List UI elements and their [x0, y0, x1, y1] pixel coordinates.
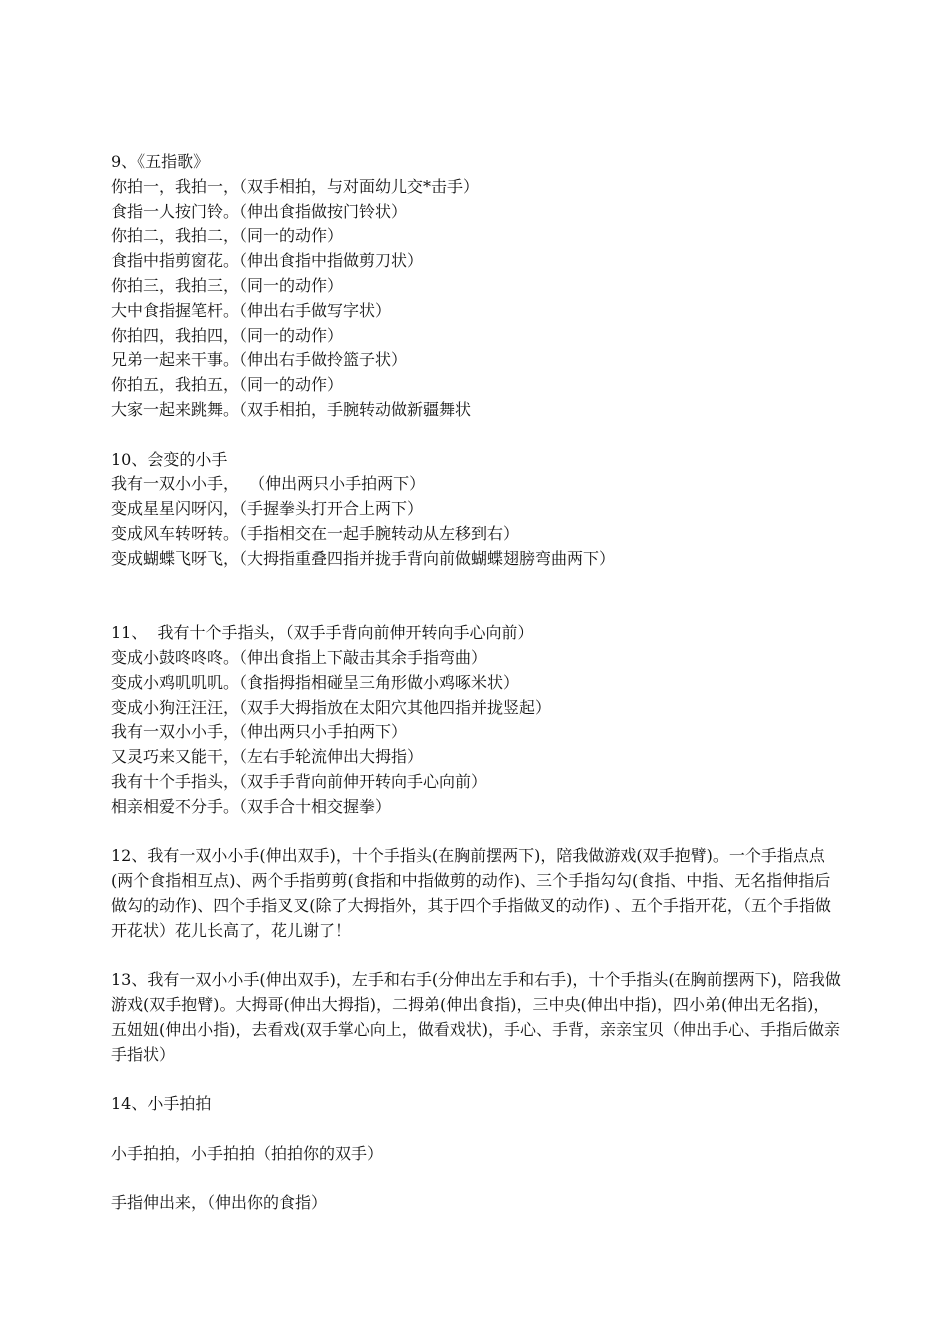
song-9-line: 大家一起来跳舞。（双手相拍，手腕转动做新疆舞状 [111, 399, 472, 419]
spacer [111, 423, 841, 448]
song-10-line: 变成星星闪呀闪，（手握拳头打开合上两下） [111, 499, 424, 519]
spacer [111, 1167, 841, 1192]
spacer [111, 944, 841, 969]
song-9-line: 大中食指握笔杆。（伸出右手做写字状） [111, 300, 392, 320]
song-11-line: 变成小鸡叽叽叽。（食指拇指相碰呈三角形做小鸡啄米状） [111, 672, 520, 692]
song-9-line: 你拍五，我拍五，（同一的动作） [111, 375, 344, 395]
song-13-paragraph: 13、我有一双小小手(伸出双手)，左手和右手(分伸出左手和右手)，十个手指头(在胸前摆两下)，陪我做游戏(双手抱臂)。大拇哥(伸出大拇指)，二拇弟(伸出食指)，三中央(伸出中指)，四小弟(伸出无名指)，五妞妞(伸出小指)，去看戏(双手掌心向上，做看戏状)，手心、手背，亲亲宝贝（伸出手心、手指后做亲手指状） [111, 970, 841, 1064]
song-11-section [111, 621, 841, 819]
song-14-line: 小手拍拍，小手拍拍（拍拍你的双手） [111, 1143, 384, 1163]
song-11-title-line: 11、 我有十个手指头，（双手手背向前伸开转向手心向前） [111, 623, 534, 643]
song-11-line: 我有十个手指头，（双手手背向前伸开转向手心向前） [111, 771, 488, 791]
song-14-title: 14、小手拍拍 [111, 1094, 212, 1114]
song-12-paragraph: 12、我有一双小小手(伸出双手)，十个手指头(在胸前摆两下)，陪我做游戏(双手抱臂)。一个手指点点(两个食指相互点)、两个手指剪剪(食指和中指做剪的动作)、三个手指勾勾(食指、中指、无名指伸指后做勾的动作)、四个手指叉叉(除了大拇指外，其于四个手指做叉的动作) 、五个手指开花，（五个手指做开花状）花儿长高了，花儿谢了！ [111, 846, 831, 940]
song-11-line: 又灵巧来又能干，（左右手轮流伸出大拇指） [111, 747, 424, 767]
song-11-line: 我有一双小小手，（伸出两只小手拍两下） [111, 722, 408, 742]
song-9-line: 食指中指剪窗花。（伸出食指中指做剪刀状） [111, 251, 424, 271]
song-11-line: 变成小狗汪汪汪，（双手大拇指放在太阳穴其他四指并拢竖起） [111, 697, 552, 717]
song-14-section [111, 1092, 841, 1216]
song-9-line: 你拍四，我拍四，（同一的动作） [111, 325, 344, 345]
song-10-line: 我有一双小小手， （伸出两只小手拍两下） [111, 474, 426, 494]
song-10-title: 10、会变的小手 [111, 449, 228, 469]
song-11-line: 相亲相爱不分手。（双手合十相交握拳） [111, 796, 392, 816]
song-9-line: 你拍二，我拍二，（同一的动作） [111, 226, 344, 246]
song-9-line: 你拍三，我拍三，（同一的动作） [111, 275, 344, 295]
spacer [111, 1067, 841, 1092]
spacer [111, 820, 841, 845]
spacer [111, 572, 841, 622]
document-page [111, 150, 841, 1216]
song-10-line: 变成风车转呀转。（手指相交在一起手腕转动从左移到右） [111, 523, 520, 543]
song-9-line: 你拍一，我拍一，（双手相拍，与对面幼儿交*击手） [111, 176, 480, 196]
song-9-line: 兄弟一起来干事。（伸出右手做拎篮子状） [111, 350, 408, 370]
song-10-line: 变成蝴蝶飞呀飞，（大拇指重叠四指并拢手背向前做蝴蝶翅膀弯曲两下） [111, 548, 616, 568]
spacer [111, 1117, 841, 1142]
song-9-section [111, 150, 841, 423]
song-14-line: 手指伸出来，（伸出你的食指） [111, 1193, 328, 1213]
song-9-line: 食指一人按门铃。（伸出食指做按门铃状） [111, 201, 408, 221]
song-11-line: 变成小鼓咚咚咚。（伸出食指上下敲击其余手指弯曲） [111, 647, 488, 667]
song-10-section [111, 448, 841, 572]
song-9-title: 9、《五指歌》 [111, 152, 210, 171]
